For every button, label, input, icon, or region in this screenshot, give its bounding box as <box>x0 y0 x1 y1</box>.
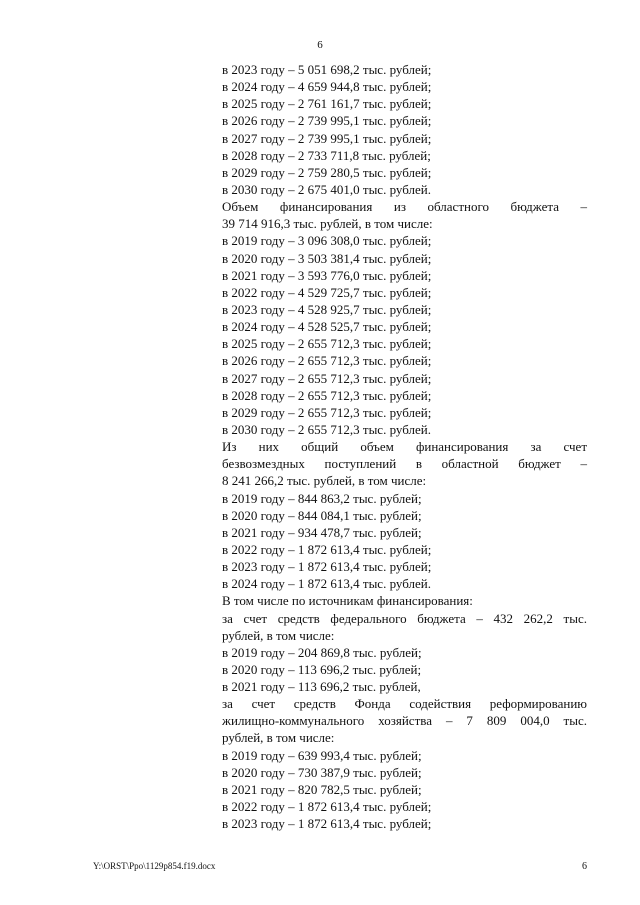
text-line: в 2021 году – 934 478,7 тыс. рублей; <box>222 524 422 540</box>
document-body <box>222 61 587 832</box>
text-line: безвозмездных поступлений в областной бюджет – <box>222 456 587 472</box>
text-line: в 2027 году – 2 739 995,1 тыс. рублей; <box>222 130 432 146</box>
text-line: жилищно-коммунального хозяйства – 7 809 004,0 тыс. <box>222 713 587 729</box>
text-line: в 2024 году – 4 528 525,7 тыс. рублей; <box>222 319 432 335</box>
text-line: в 2020 году – 113 696,2 тыс. рублей; <box>222 661 422 677</box>
text-line: Объем финансирования из областного бюджета – <box>222 199 587 215</box>
text-line: в 2022 году – 1 872 613,4 тыс. рублей; <box>222 799 432 815</box>
text-line: в 2026 году – 2 739 995,1 тыс. рублей; <box>222 113 432 129</box>
text-line: в 2030 году – 2 655 712,3 тыс. рублей. <box>222 421 431 437</box>
text-line: в 2029 году – 2 759 280,5 тыс. рублей; <box>222 164 432 180</box>
text-line: в 2028 году – 2 655 712,3 тыс. рублей; <box>222 387 432 403</box>
text-line: 39 714 916,3 тыс. рублей, в том числе: <box>222 216 433 232</box>
text-line: в 2022 году – 4 529 725,7 тыс. рублей; <box>222 284 432 300</box>
text-line: в 2019 году – 204 869,8 тыс. рублей; <box>222 644 422 660</box>
text-line: в 2020 году – 3 503 381,4 тыс. рублей; <box>222 250 432 266</box>
text-line: за счет средств федерального бюджета – 432 262,2 тыс. <box>222 610 587 626</box>
text-line: в 2025 году – 2 655 712,3 тыс. рублей; <box>222 336 432 352</box>
text-line: в 2028 году – 2 733 711,8 тыс. рублей; <box>222 147 431 163</box>
text-line: в 2024 году – 1 872 613,4 тыс. рублей. <box>222 576 431 592</box>
text-line: в 2020 году – 730 387,9 тыс. рублей; <box>222 764 422 780</box>
footer-page-number: 6 <box>582 861 587 872</box>
text-line: в 2023 году – 1 872 613,4 тыс. рублей; <box>222 559 432 575</box>
text-line: в 2026 году – 2 655 712,3 тыс. рублей; <box>222 353 432 369</box>
text-line: в 2021 году – 113 696,2 тыс. рублей, <box>222 679 421 695</box>
text-line: в 2030 году – 2 675 401,0 тыс. рублей. <box>222 181 431 197</box>
text-line: В том числе по источникам финансирования: <box>222 593 473 609</box>
text-line: в 2023 году – 1 872 613,4 тыс. рублей; <box>222 816 432 832</box>
page-number-top: 6 <box>317 39 323 51</box>
text-line: в 2019 году – 639 993,4 тыс. рублей; <box>222 747 422 763</box>
text-line: рублей, в том числе: <box>222 730 335 746</box>
text-line: в 2019 году – 3 096 308,0 тыс. рублей; <box>222 233 432 249</box>
text-line: в 2029 году – 2 655 712,3 тыс. рублей; <box>222 404 432 420</box>
text-line: в 2022 году – 1 872 613,4 тыс. рублей; <box>222 541 432 557</box>
text-line: в 2020 году – 844 084,1 тыс. рублей; <box>222 507 422 523</box>
text-line: в 2024 году – 4 659 944,8 тыс. рублей; <box>222 79 432 95</box>
text-line: в 2023 году – 5 051 698,2 тыс. рублей; <box>222 62 432 77</box>
text-line: в 2019 году – 844 863,2 тыс. рублей; <box>222 490 422 506</box>
text-line: 8 241 266,2 тыс. рублей, в том числе: <box>222 473 427 489</box>
text-line: в 2021 году – 3 593 776,0 тыс. рублей; <box>222 267 432 283</box>
text-line: рублей, в том числе: <box>222 627 335 643</box>
footer-file-path: Y:\ORST\Ppo\1129p854.f19.docx <box>93 861 216 871</box>
text-line: в 2027 году – 2 655 712,3 тыс. рублей; <box>222 370 432 386</box>
text-line: за счет средств Фонда содействия реформированию <box>222 696 587 712</box>
text-line: Из них общий объем финансирования за счет <box>222 439 587 455</box>
text-line: в 2021 году – 820 782,5 тыс. рублей; <box>222 781 422 797</box>
text-line: в 2025 году – 2 761 161,7 тыс. рублей; <box>222 96 432 112</box>
text-line: в 2023 году – 4 528 925,7 тыс. рублей; <box>222 301 432 317</box>
